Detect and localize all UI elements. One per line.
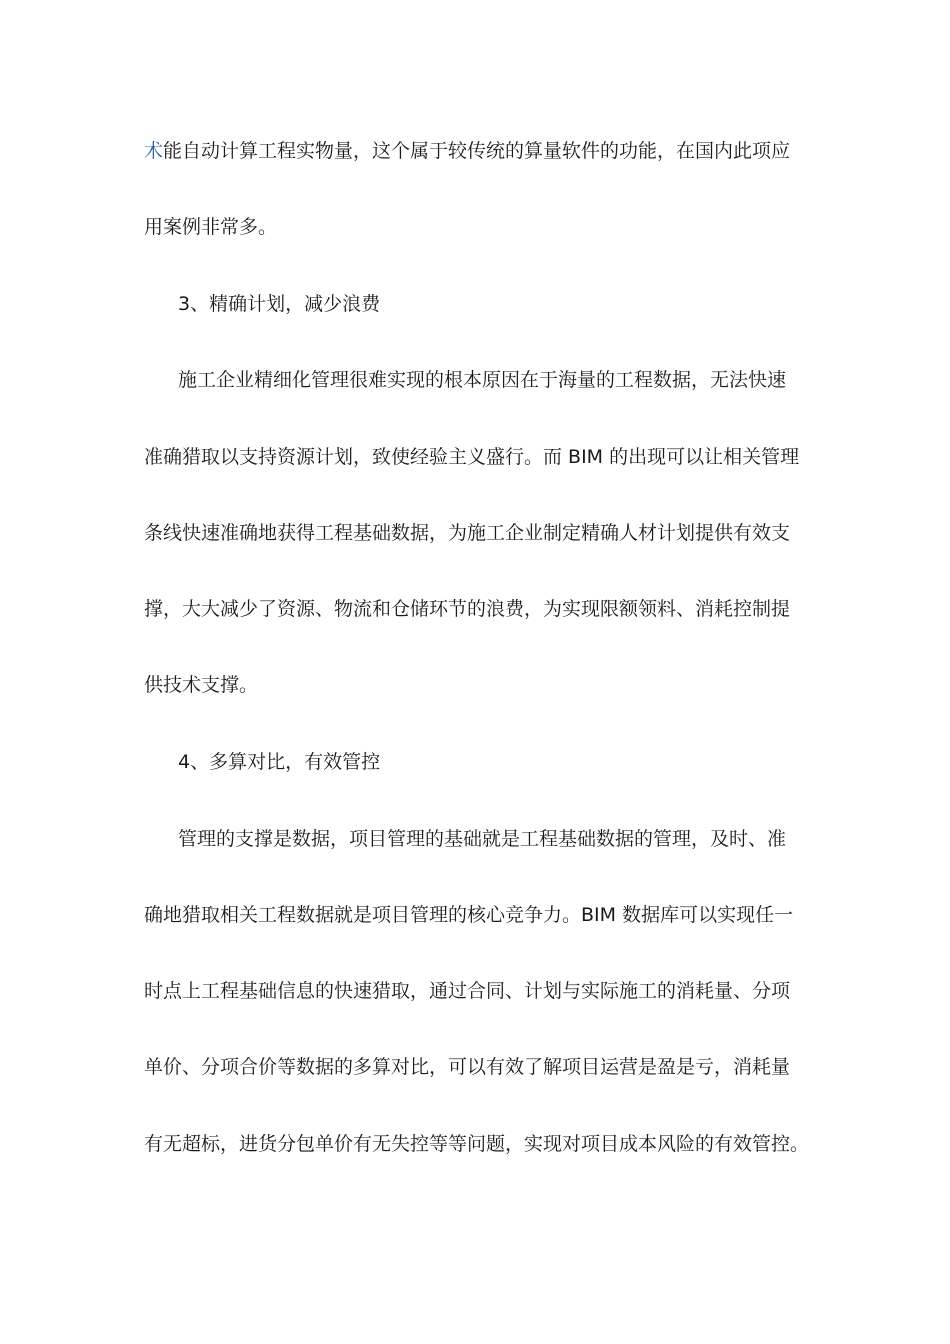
paragraph-line: 用案例非常多。 [144,216,278,238]
paragraph-line: 单价、分项合价等数据的多算对比，可以有效了解项目运营是盈是亏，消耗量 [144,1056,791,1078]
paragraph-line: 准确猎取以支持资源计划，致使经验主义盛行。而 BIM 的出现可以让相关管理 [144,446,800,468]
paragraph-line: 施工企业精细化管理很难实现的根本原因在于海量的工程数据，无法快速 [178,369,787,391]
paragraph-line: 撑，大大减少了资源、物流和仓储环节的浪费，为实现限额领料、消耗控制提 [144,598,791,620]
paragraph-line: 有无超标，进货分包单价有无失控等等问题，实现对项目成本风险的有效管控。 [144,1133,810,1155]
paragraph-line: 时点上工程基础信息的快速猎取，通过合同、计划与实际施工的消耗量、分项 [144,980,791,1002]
section-heading: 4、多算对比，有效管控 [178,751,381,773]
paragraph-line: 确地猎取相关工程数据就是项目管理的核心竞争力。BIM 数据库可以实现任一 [144,904,794,926]
paragraph-line: 条线快速准确地获得工程基础数据，为施工企业制定精确人材计划提供有效支 [144,522,791,544]
highlighted-char: 术 [144,140,164,162]
section-heading: 3、精确计划，减少浪费 [178,293,381,315]
paragraph-line [144,138,824,164]
paragraph-line: 供技术支撑。 [144,674,259,696]
paragraph-line: 管理的支撑是数据，项目管理的基础就是工程基础数据的管理，及时、准 [178,828,787,850]
line-text: 能自动计算工程实物量，这个属于较传统的算量软件的功能，在国内此项应 [163,140,791,162]
